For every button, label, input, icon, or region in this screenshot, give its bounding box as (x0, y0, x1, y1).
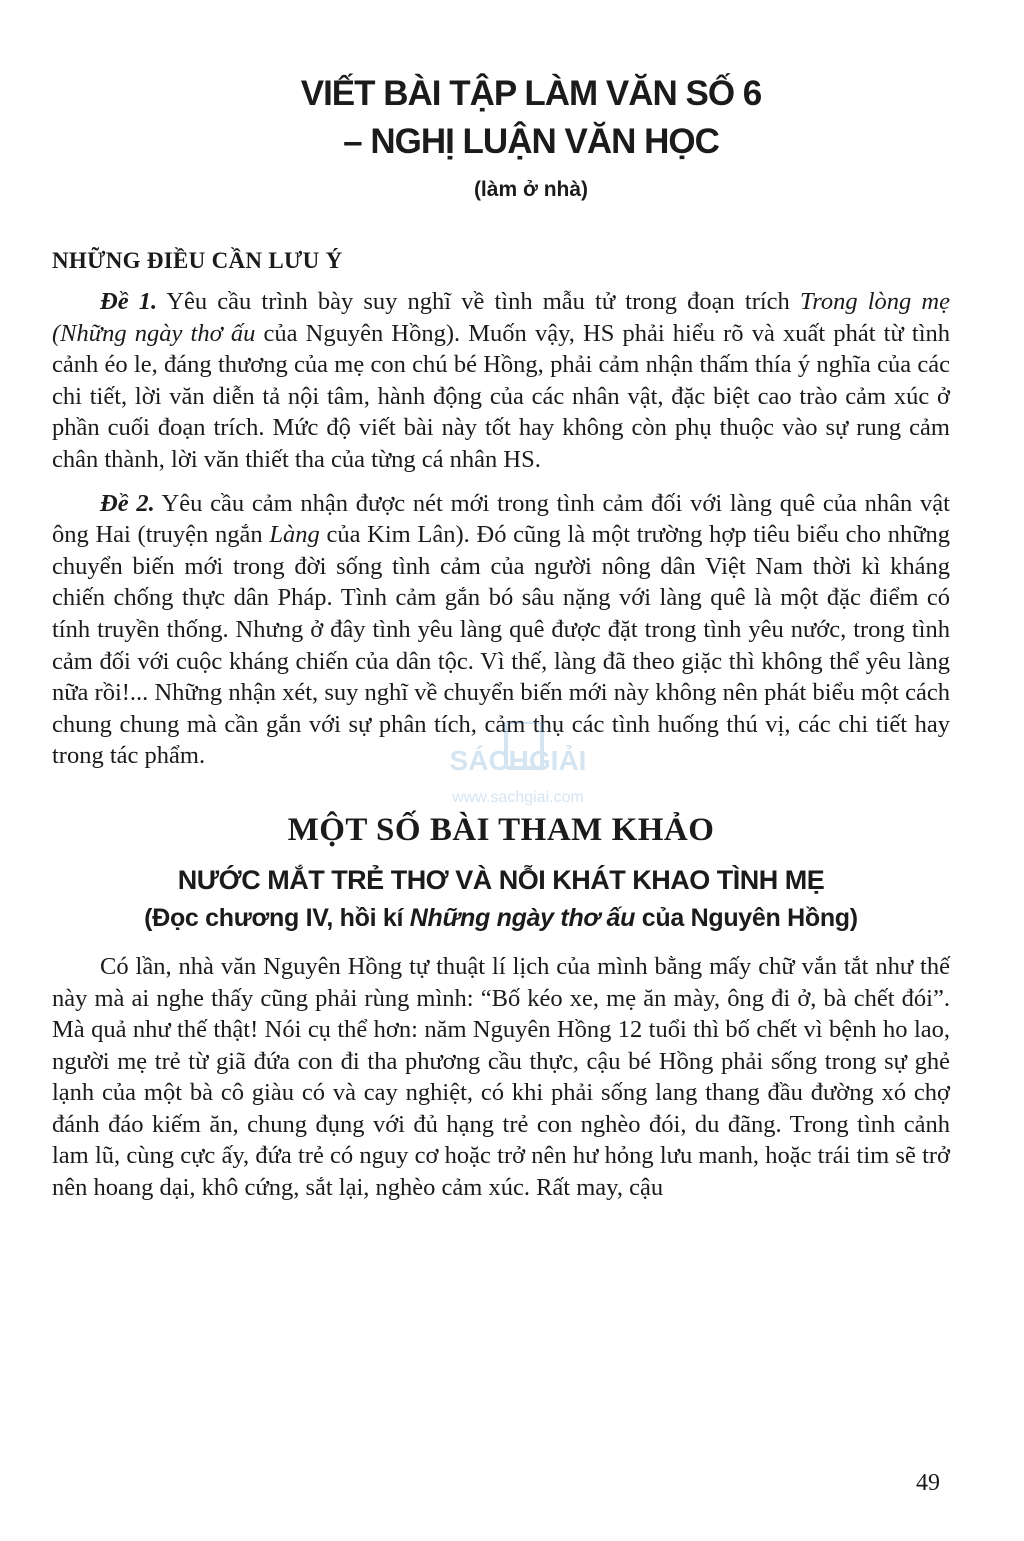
essay-sub-italic: Những ngày thơ ấu (409, 903, 636, 932)
page-title (52, 70, 950, 166)
title-line-2: – NGHỊ LUẬN VĂN HỌC (343, 122, 719, 161)
paragraph-de-2 (52, 488, 950, 772)
de-1-text-b: của Nguyên Hồng). Muốn vậy, HS phải hiểu rõ và xuất phát từ tình cảnh éo le, đáng thương của mẹ con chú bé Hồng, phải cảm nhận thấm thía ý nghĩa của các chi tiết, lời văn diễn tả nội tâm, hành động của các nhân vật, đặc biệt cao trào cảm xúc ở phần cuối đoạn trích. Mức độ viết bài này tốt hay không còn phụ thuộc vào sự rung cảm chân thành, lời văn thiết tha của từng cá nhân HS. (52, 319, 951, 473)
essay-sub-b: của Nguyên Hồng) (635, 903, 858, 932)
essay-sub-a: (Đọc chương IV, hồi kí (144, 903, 410, 932)
title-note: (làm ở nhà) (473, 178, 589, 201)
de-1-text-italic: Trong lòng mẹ (Những ngày thơ ấu (52, 288, 950, 347)
watermark-url: www.sachgiai.com (452, 789, 584, 806)
references-heading: MỘT SỐ BÀI THAM KHẢO (287, 811, 715, 848)
de-1-label: Đề 1. (100, 288, 158, 315)
watermark-text: SÁCHGIẢI (449, 745, 587, 776)
page-number: 49 (916, 1470, 940, 1496)
de-2-text-italic: Làng (269, 521, 320, 549)
de-2-text-a: Yêu cầu cảm nhận được nét mới trong tình cảm đối với làng quê của nhân vật ông Hai (truyện ngắn (52, 489, 950, 549)
notes-heading: NHỮNG ĐIỀU CẦN LƯU Ý (52, 248, 343, 273)
de-2-label: Đề 2. (100, 489, 155, 517)
paragraph-de-1 (52, 286, 950, 476)
title-line-1: VIẾT BÀI TẬP LÀM VĂN SỐ 6 (300, 74, 762, 113)
essay-subtitle (52, 904, 950, 933)
essay-body: Có lần, nhà văn Nguyên Hồng tự thuật lí lịch của mình bằng mấy chữ vắn tắt như thế này mà ai nghe thấy cũng phải rùng mình: “Bố kéo xe, mẹ ăn mày, ông đi ở, bà chết đói”. Mà quả như thế thật! Nói cụ thể hơn: năm Nguyên Hồng 12 tuổi thì bố chết vì bệnh ho lao, người mẹ trẻ từ giã đứa con đi tha phương cầu thực, cậu bé Hồng phải sống trong sự ghẻ lạnh của một bà cô giàu có và cay nghiệt, có khi phải sống lang thang đầu đường xó chợ đánh đáo kiếm ăn, chung đụng với đủ hạng trẻ con nghèo đói, du đãng. Trong tình cảnh lam lũ, cùng cực ấy, đứa trẻ có nguy cơ hoặc trở nên hư hỏng lưu manh, hoặc trái tim sẽ trở nên hoang dại, khô cứng, sắt lại, nghèo cảm xúc. Rất may, cậu (52, 952, 950, 1202)
page-content (52, 70, 950, 1204)
de-2-text-b: của Kim Lân). Đó cũng là một trường hợp tiêu biểu cho những chuyển biến mới trong đời sống tình cảm của người nông dân Việt Nam thời kì kháng chiến chống thực dân Pháp. Tình cảm gắn bó sâu nặng với làng quê là một đặc điểm có tính truyền thống. Nhưng ở đây tình yêu làng quê được đặt trong tình yêu nước, trong tình cảm đối với cuộc kháng chiến của dân tộc. Vì thế, làng đã theo giặc thì không thể yêu làng nữa rồi!... Những nhận xét, suy nghĩ về chuyển biến mới này không nên phát biểu một cách chung chung mà cần gắn với sự phân tích, cảm thụ các tình huống thú vị, các chi tiết hay trong tác phẩm. (52, 521, 950, 770)
de-1-text-a: Yêu cầu trình bày suy nghĩ về tình mẫu tử trong đoạn trích (157, 288, 800, 315)
essay-title: NƯỚC MẮT TRẺ THƠ VÀ NỖI KHÁT KHAO TÌNH MẸ (177, 864, 825, 895)
